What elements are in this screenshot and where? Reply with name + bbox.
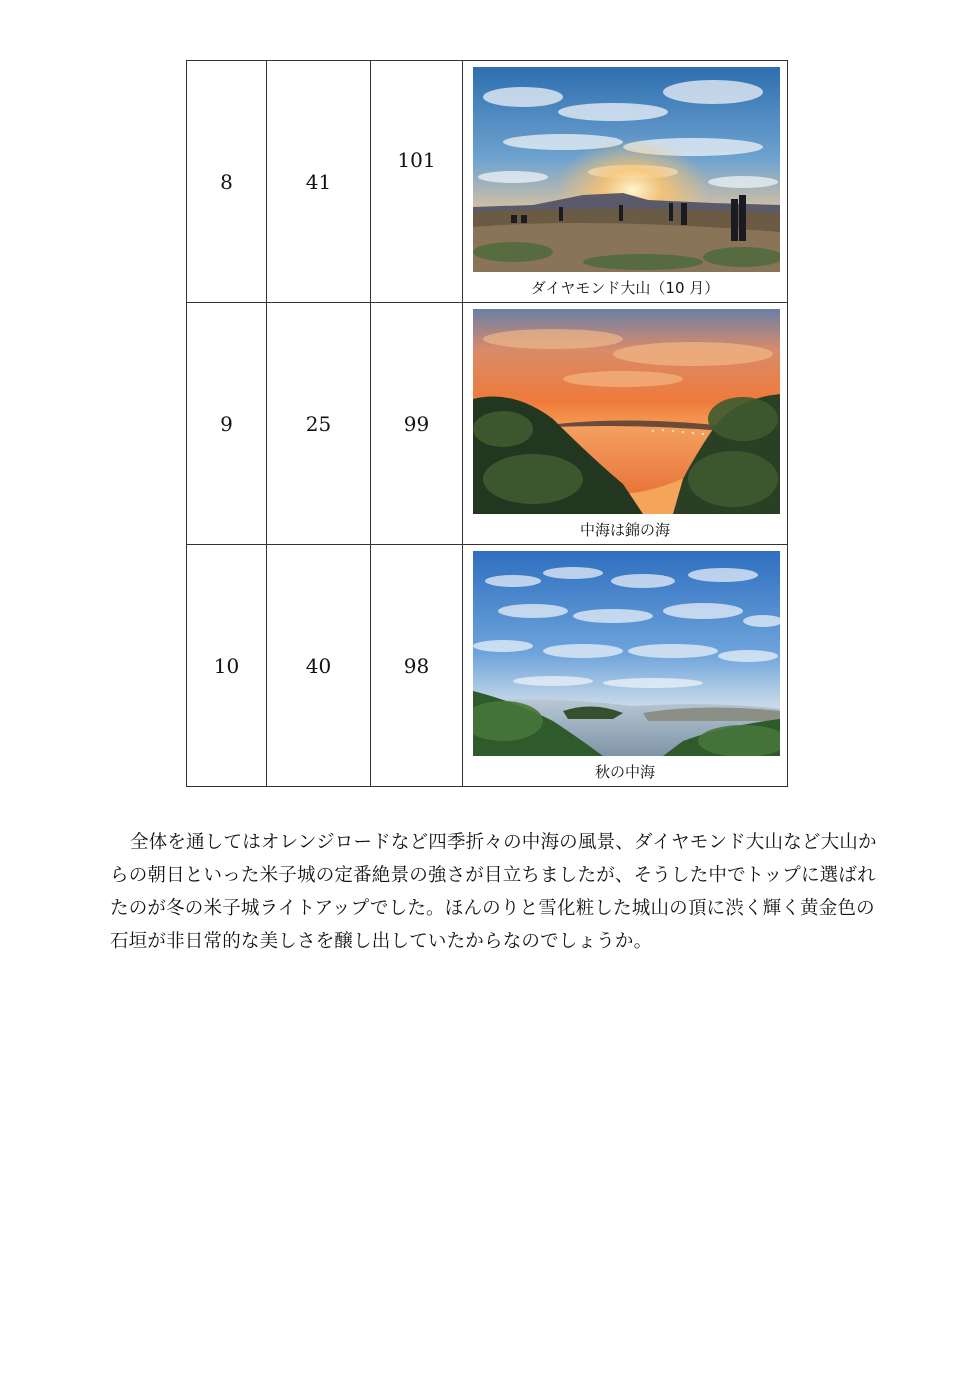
score-value: 40 [305, 653, 332, 678]
score-cell [267, 545, 371, 787]
rank-cell [187, 303, 267, 545]
rank-value: 9 [220, 411, 233, 436]
score-value: 41 [305, 169, 332, 194]
rank-cell [187, 61, 267, 303]
photo-caption: ダイヤモンド大山（10 月） [530, 279, 720, 297]
total-value: 101 [397, 147, 436, 172]
table-row [187, 545, 788, 787]
total-cell [371, 61, 463, 303]
body-paragraph: 全体を通してはオレンジロードなど四季折々の中海の風景、ダイヤモンド大山など大山からの朝日といった米子城の定番絶景の強さが目立ちましたが、そうした中でトップに選ばれたのが冬の米子城ライトアップでした。ほんのりと雪化粧した城山の頂に渋く輝く黄金色の石垣が非日常的な美しさを醸し出していたからなのでしょうか。 [110, 832, 877, 952]
photo-cell [463, 303, 788, 545]
total-value: 99 [403, 411, 430, 436]
score-cell [267, 61, 371, 303]
rank-cell [187, 545, 267, 787]
sunset-over-lake-photo [473, 309, 780, 514]
photo-cell [463, 545, 788, 787]
score-cell [267, 303, 371, 545]
photo-caption: 秋の中海 [594, 763, 655, 781]
score-value: 25 [305, 411, 332, 436]
photo-cell [463, 61, 788, 303]
ranking-table [186, 60, 788, 787]
table-row [187, 303, 788, 545]
table-row [187, 61, 788, 303]
diamond-fuji-sunrise-photo [473, 67, 780, 272]
total-value: 98 [403, 653, 430, 678]
autumn-sky-lake-photo [473, 551, 780, 756]
rank-value: 8 [220, 169, 233, 194]
total-cell [371, 303, 463, 545]
photo-caption: 中海は錦の海 [579, 521, 670, 539]
total-cell [371, 545, 463, 787]
rank-value: 10 [213, 653, 240, 678]
